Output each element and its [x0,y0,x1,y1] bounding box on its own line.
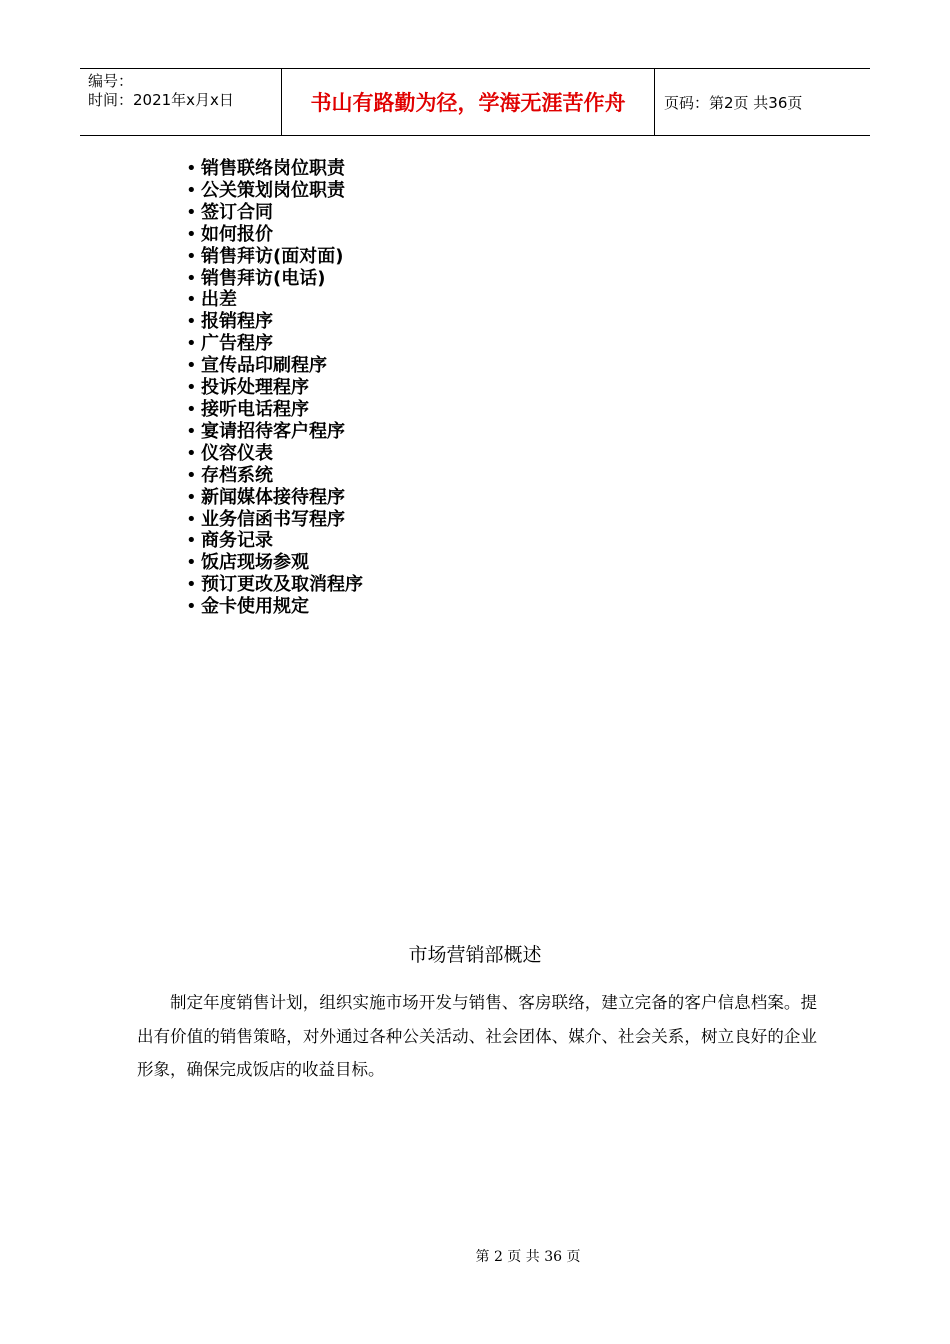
document-date: 时间：2021年x月x日 [88,91,234,109]
page-header [80,68,870,136]
bullet-icon: • [186,464,197,486]
list-item [186,202,363,224]
list-item-label: 销售联络岗位职责 [201,158,345,179]
section-title: 市场营销部概述 [408,944,542,966]
bullet-icon: • [186,179,197,201]
bullet-icon: • [186,201,197,223]
list-item [186,509,363,531]
list-item-label: 接听电话程序 [201,398,309,420]
motto-text: 书山有路勤为径，学海无涯苦作舟 [310,91,626,115]
list-item-label: 金卡使用规定 [201,596,309,618]
list-item-label: 如何报价 [201,223,273,245]
list-item [186,596,363,618]
list-item-label: 投诉处理程序 [201,377,309,399]
bullet-icon: • [186,355,197,377]
page-footer: 第 2 页 共 36 页 [475,1249,581,1265]
bullet-icon: • [186,311,197,333]
document-number-label: 编号： [88,72,134,90]
bullet-icon: • [186,442,197,464]
list-item-label: 商务记录 [201,530,273,552]
list-item [186,158,363,180]
list-item [186,443,363,465]
bullet-icon: • [186,530,197,552]
bullet-icon: • [186,596,197,618]
list-item [186,333,363,355]
list-item-label: 出差 [201,289,237,311]
bullet-icon: • [186,377,197,399]
list-item-label: 业务信函书写程序 [201,508,345,530]
list-item-label: 新闻媒体接待程序 [201,486,345,508]
list-item [186,180,363,202]
list-item [186,465,363,487]
bullet-icon: • [186,223,197,245]
list-item [186,574,363,596]
bullet-icon: • [186,289,197,311]
list-item [186,224,363,246]
table-of-contents [186,158,363,618]
bullet-icon: • [186,574,197,596]
bullet-icon: • [186,267,197,289]
list-item [186,399,363,421]
bullet-icon: • [186,552,197,574]
header-motto [282,69,655,135]
list-item-label: 仪容仪表 [201,442,273,464]
list-item-label: 宣传品印刷程序 [201,355,327,377]
header-meta [80,69,282,135]
list-item [186,289,363,311]
list-item-label: 销售拜访(面对面) [201,245,344,267]
list-item-label: 签订合同 [201,201,273,223]
list-item [186,552,363,574]
list-item-label: 饭店现场参观 [201,552,309,574]
list-item-label: 销售拜访(电话) [201,267,326,289]
section-paragraph: 制定年度销售计划，组织实施市场开发与销售、客房联络，建立完备的客户信息档案。提出有价值的销售策略，对外通过各种公关活动、社会团体、媒介、社会关系，树立良好的企业形象，确保完成饭店的收益目标。 [137,993,817,1079]
list-item-label: 存档系统 [201,464,273,486]
list-item [186,530,363,552]
list-item [186,421,363,443]
list-item-label: 报销程序 [201,311,273,333]
list-item-label: 广告程序 [201,333,273,355]
bullet-icon: • [186,333,197,355]
list-item-label: 宴请招待客户程序 [201,420,345,442]
bullet-icon: • [186,420,197,442]
list-item [186,311,363,333]
list-item-label: 公关策划岗位职责 [201,179,345,201]
list-item [186,355,363,377]
bullet-icon: • [186,245,197,267]
bullet-icon: • [186,398,197,420]
bullet-icon: • [186,508,197,530]
list-item [186,268,363,290]
list-item [186,246,363,268]
list-item [186,377,363,399]
bullet-icon: • [186,158,197,179]
bullet-icon: • [186,486,197,508]
page-info-text: 页码：第2页 共36页 [664,93,803,112]
list-item [186,487,363,509]
list-item-label: 预订更改及取消程序 [201,574,363,596]
header-page-info [655,69,870,135]
